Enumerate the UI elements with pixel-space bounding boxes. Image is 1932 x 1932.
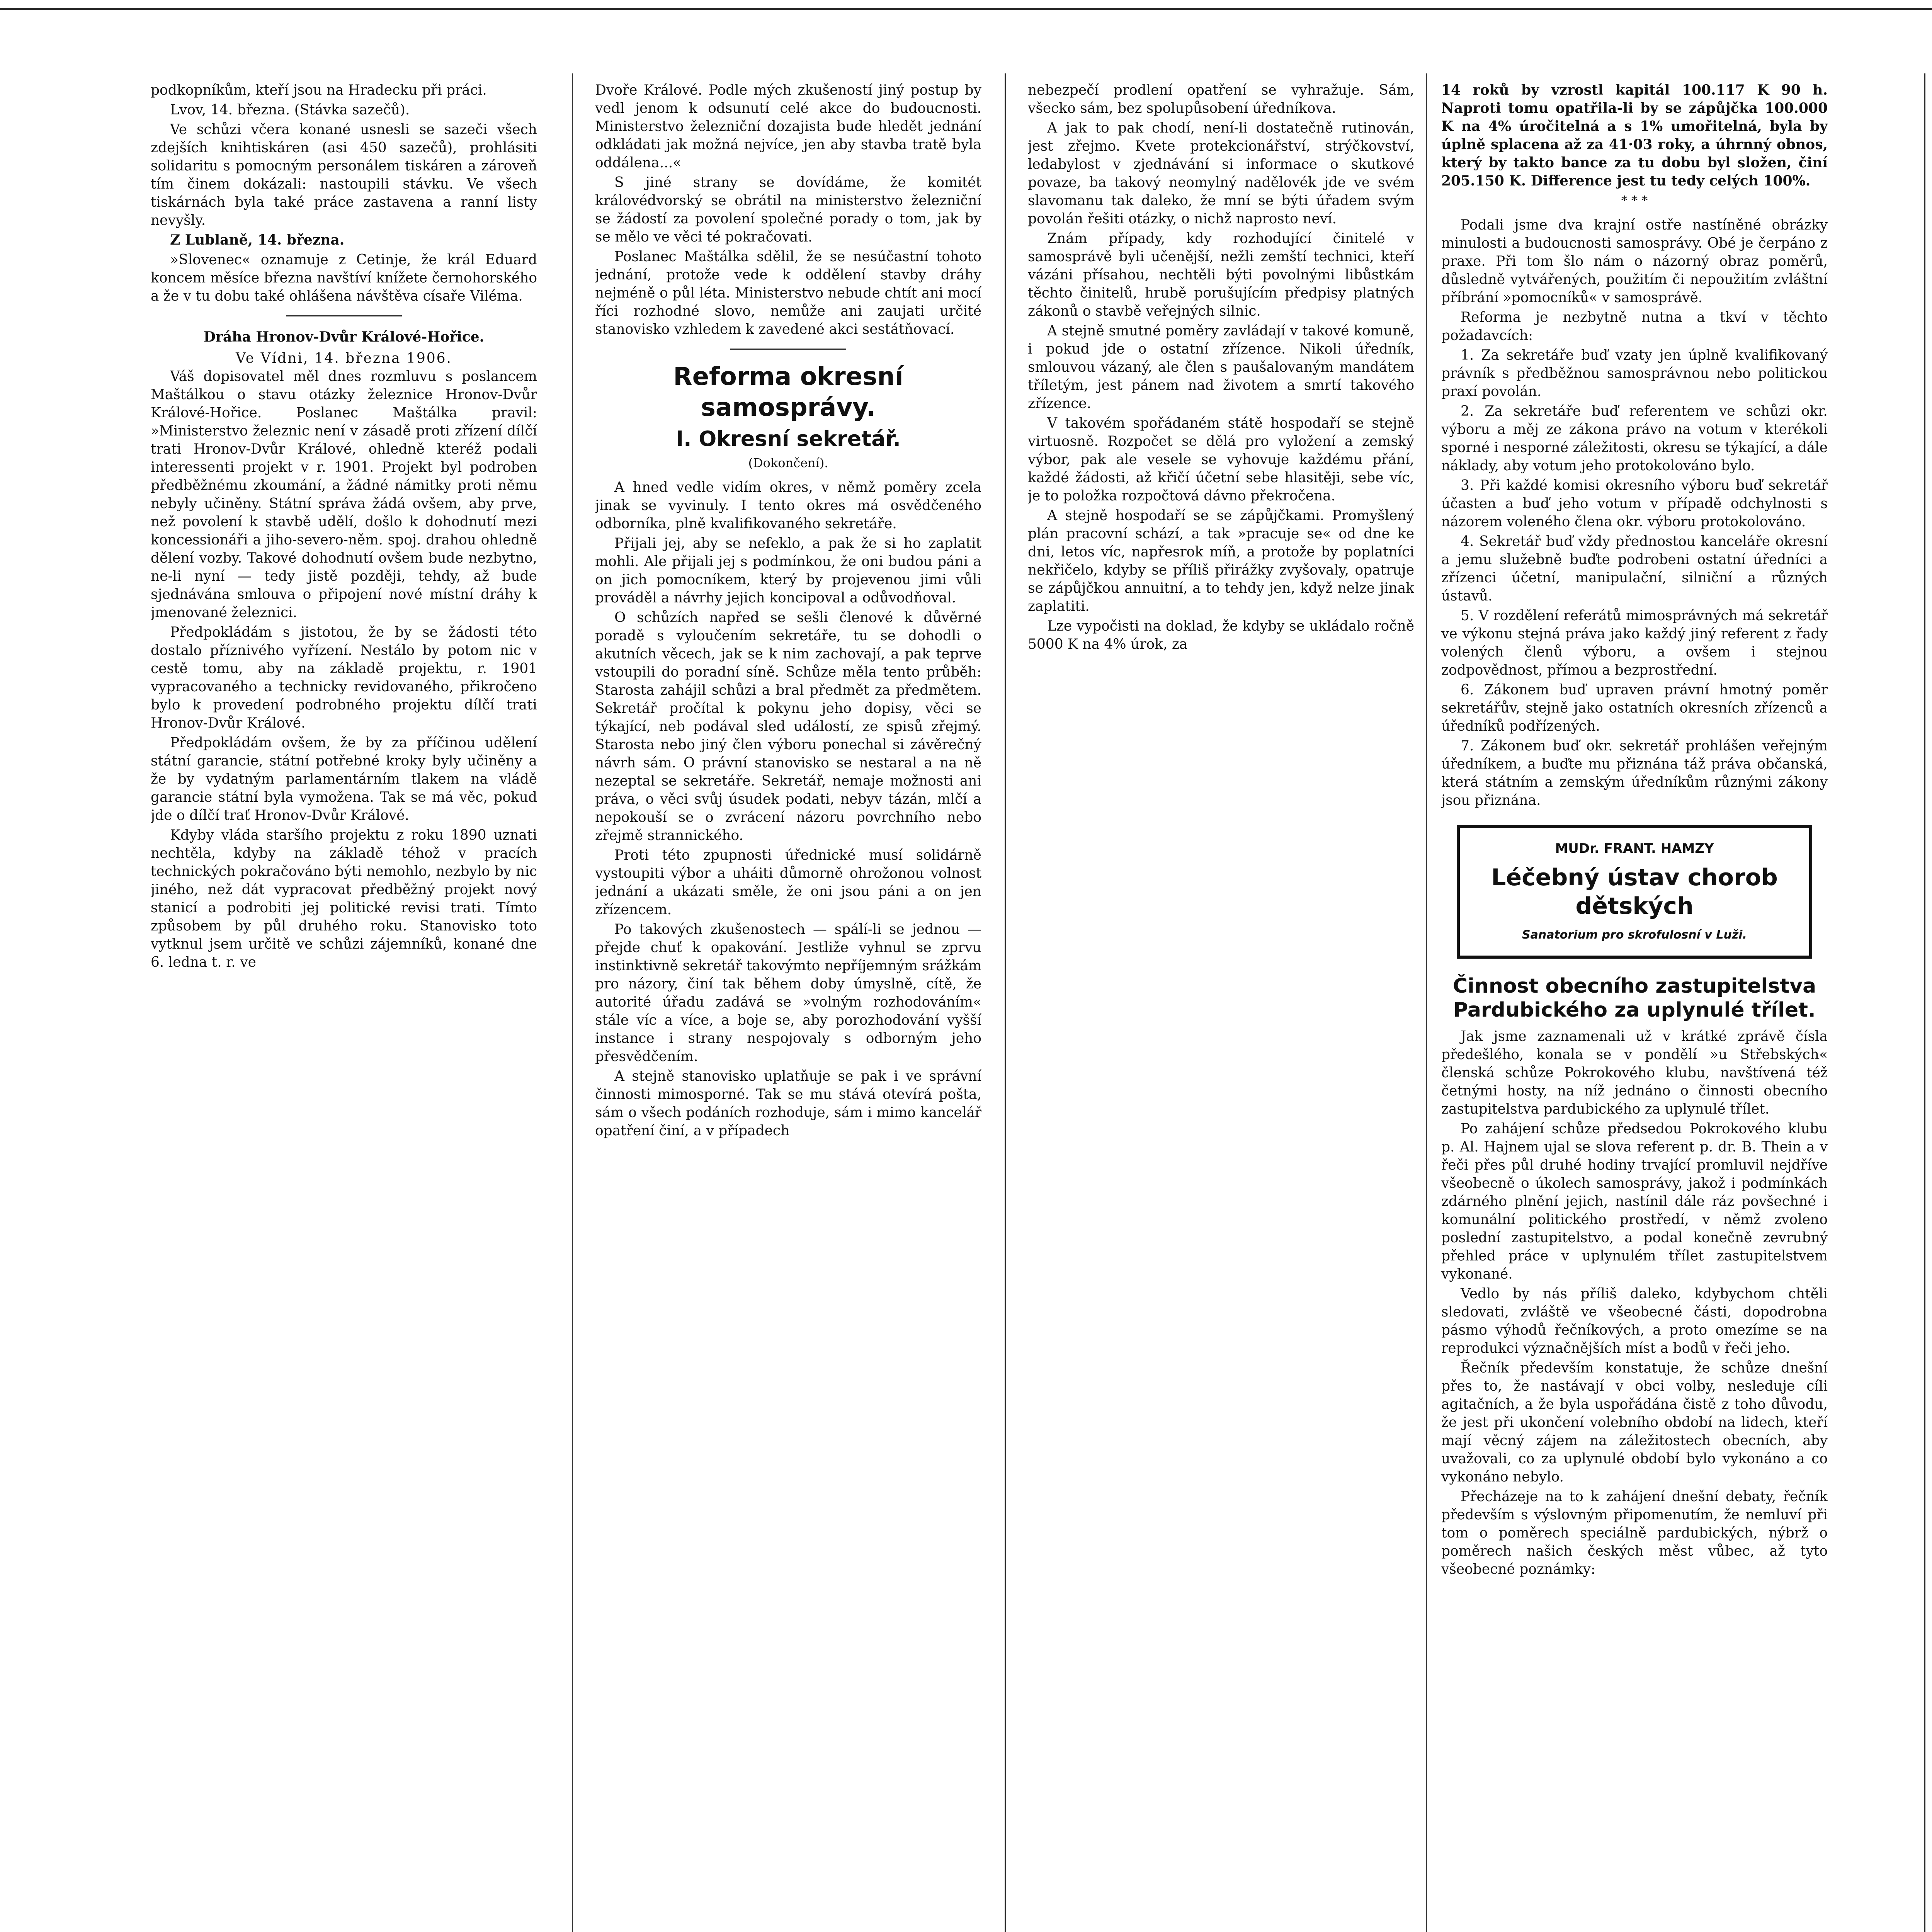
reform-paragraph-4: Proti této zpupnosti úřednické musí solidárně vystoupiti výbor a uháiti důmorně ohrožonou volnost jednání a ukázati směle, že oni jsou páni a on jen zřízencem. bbox=[595, 847, 981, 918]
reform-article-subtitle: I. Okresní sekretář. bbox=[675, 427, 901, 451]
reform-note: (Dokončení). bbox=[748, 456, 828, 470]
column-rule bbox=[572, 73, 573, 1932]
column-rule bbox=[1005, 73, 1006, 1932]
rail-paragraph-2: Předpokládám s jistotou, že by se žádosti této dostalo příznivého vyřízení. Nestálo by potom nic v cestě tomu, aby na základě projektu, r. 1901 vypracovaného a technicky revidovaného, přikročeno bylo k provedení podrobného projektu dílčí trati Hronov-Dvůr Králové. bbox=[151, 624, 537, 731]
requirement-3: 3. Při každé komisi okresního výboru buď sekretář účasten a buď jeho votum v případě odchylnosti s názorem voleného člena okr. výboru protokolováno. bbox=[1441, 478, 1828, 530]
ad-sanatorium-line: Sanatorium pro skrofulosní v Luži. bbox=[1522, 928, 1747, 942]
column-rule bbox=[1426, 73, 1427, 1932]
section-stars: * * * bbox=[1621, 193, 1648, 208]
advertisement-box bbox=[1457, 825, 1812, 959]
column-3-paragraph-2: Znám případy, kdy rozhodující činitelé v samosprávě byli učenější, nežli zemští technici, kteří vázáni přísahou, nechtěli býti povolnými libůstkám těchto činitelů, hrubě porušujícím předpisy platných zákonů o stavbě veřejných silnic. bbox=[1028, 231, 1414, 319]
rail-continuation-2: S jiné strany se dovídáme, že komitét královédvorský se obrátil na ministerstvo železniční se žádostí za povolení společné porady o tom, jak by se mělo ve věci té pokračovati. bbox=[595, 175, 981, 245]
reform-paragraph-5: Po takových zkušenostech — spálí-li se jednou — přejde chuť k opakování. Jestliže vyhnul se zprvu instinktivně sekretář takovýmto nepříjemným srážkám pro názory, činí tak během doby úmyslně, cítě, že autorité úřadu zadává se »volným rozhodováním« stále víc a více, a boje se, aby porozhodování vyšší instance i strany nespojovaly s odborným jeho přesvědčením. bbox=[595, 922, 981, 1065]
reform-paragraph-6: A stejně stanovisko uplatňuje se pak i ve správní činnosti mimosporné. Tak se mu stává otevírá pošta, sám o všech podáních rozhoduje, sám i mimo kancelář opatření činí, a v případech bbox=[595, 1068, 981, 1139]
column-2 bbox=[595, 81, 981, 1932]
requirement-1: 1. Za sekretáře buď vzaty jen úplně kvalifikovaný právník s předběžnou samosprávnou nebo politickou praxí povolán. bbox=[1441, 347, 1828, 400]
lublan-text: »Slovenec« oznamuje z Cetinje, že král Eduard koncem měsíce března navštíví knížete černohorského a že v tu dobu také ohlášena návštěva císaře Viléma. bbox=[151, 252, 537, 304]
council-paragraph-2: Po zahájení schůze předsedou Pokrokového klubu p. Al. Hajnem ujal se slova referent p. dr. B. Thein a v řeči přes půl druhé hodiny trvající promluvil nejdříve všeobecně o úkolech samosprávy, jakož i podmínkách zdárného plnění jejich, nastínil dále ráz povšechné i komunální politického prostředí, v němž zvoleno poslední zastupitelstvo, a podal konečně zevrubný přehled práce v uplynulém třílet zastupitelstvem vykonané. bbox=[1441, 1121, 1828, 1282]
council-article-title: Činnost obecního zastupitelstva Pardubického za uplynulé třílet. bbox=[1452, 975, 1816, 1022]
column-4 bbox=[1441, 81, 1828, 1932]
council-paragraph-3: Vedlo by nás příliš daleko, kdybychom chtěli sledovati, zvláště ve všeobecné části, dopodrobna pásmo výhodů řečníkových, a proto omezíme se na reprodukci význačnějších míst a bodů v řeči jeho. bbox=[1441, 1286, 1828, 1356]
lublan-dateline: Z Lublaně, 14. března. bbox=[170, 232, 345, 248]
rail-paragraph-1: Váš dopisovatel měl dnes rozmluvu s poslancem Maštálkou o stavu otázky železnice Hronov-Dvůr Králové-Hořice. Poslanec Maštálka pravil: »Ministerstvo železnic není v zásadě proti zřízení dílčí trati Hronov-Dvůr Králové, ohledně kteréž podali interessenti projekt v r. 1901. Projekt byl podroben předběžnému zkoumání, a žádné námitky proti němu nebyly učiněny. Státní správa žádá ovšem, aby prve, než povolení k stavbě udělí, došlo k dohodnutí mezi koncessionáři a jiho-severo-něm. spoj. drahou ohledně dělení vozby. Takové dohodnutí ovšem bude nezbytno, ne-li nyní — tedy jistě později, tehdy, až bude sjednávána smlouva o připojení nové místní dráhy k jmenované železnici. bbox=[151, 369, 537, 621]
reform-requirements-intro: Reforma je nezbytně nutna a tkví v těchto požadavcích: bbox=[1441, 310, 1828, 344]
reform-summary: Podali jsme dva krajní ostře nastíněné obrázky minulosti a budoucnosti samosprávy. Obé je čerpáno z praxe. Při tom šlo nám o názorný obraz poměrů, důsledně vytvářených, použitím či nepoužitím zvláštní příbrání »pomocníků« v samosprávě. bbox=[1441, 217, 1828, 306]
rail-continuation: Dvoře Králové. Podle mých zkušeností jiný postup by vedl jenom k odsunutí celé akce do budoucnosti. Ministerstvo železniční dozajista bude hledět jednání odkládati jak možná nejvíce, jen aby stavba tratě byla oddálena...« bbox=[595, 82, 981, 171]
rail-article-title: Dráha Hronov-Dvůr Králové-Hořice. bbox=[203, 329, 485, 345]
requirement-2: 2. Za sekretáře buď referentem ve schůzi okr. výboru a měj ze zákona právo na votum v kterékoli sporné i nesporné záležitosti, okresu se týkající, a dále náklady, aby votum jeho protokolováno bylo. bbox=[1441, 403, 1828, 474]
ad-doctor-name: MUDr. FRANT. HAMZY bbox=[1555, 841, 1714, 856]
council-paragraph-5: Přecházeje na to k zahájení dnešní debaty, řečník především s výslovným připomenutím, že nemluví při tom o poměrech speciálně pardubických, nýbrž o poměrech našich českých měst vůbec, až tyto všeobecné poznámky: bbox=[1441, 1489, 1828, 1577]
lvov-text: Ve schůzi včera konané usnesli se sazeči všech zdejších knihtiskáren (asi 450 sazečů), prohlásiti solidaritu s pomocným personálem tiskáren a zároveň tím činem dokázali: nastoupili stávku. Ve všech tiskárnách byla také práce zastavena a ranní listy nevyšly. bbox=[151, 122, 537, 228]
requirement-4: 4. Sekretář buď vždy přednostou kanceláře okresní a jemu služebně buďte podrobeni ostatní úředníci a zřízenci účetní, manipulační, silniční a různých ústavů. bbox=[1441, 534, 1828, 604]
rail-paragraph-4: Kdyby vláda staršího projektu z roku 1890 uznati nechtěla, kdyby na základě téhož v pracích technických pokračováno býti nemohlo, nezbylo by nic jiného, než dát vypracovat předběžný projekt nový stanicí a podrobiti jej politické revisi trati. Tímto způsobem by půl druhého roku. Stanovisko toto vytknul jsem určitě ve schůzi zájemníků, konané dne 6. ledna t. r. ve bbox=[151, 827, 537, 970]
column-3-paragraph-6: Lze vypočisti na doklad, že kdyby se ukládalo ročně 5000 K na 4% úrok, za bbox=[1028, 618, 1414, 652]
requirement-6: 6. Zákonem buď upraven právní hmotný poměr sekretářův, stejně jako ostatních okresních zřízenců a úředníků podřízených. bbox=[1441, 682, 1828, 734]
loan-continuation: 14 roků by vzrostl kapitál 100.117 K 90 h. Naproti tomu opatřila-li by se zápůjčka 100.000 K na 4% úročitelná a s 1% umořitelná, byla by úplně splacena až za 41·03 roky, a úhrnný obnos, který by takto bance za tu dobu byl složen, činí 205.150 K. Difference jest tu tedy celých 100%. bbox=[1441, 82, 1828, 189]
rail-paragraph-3: Předpokládám ovšem, že by za příčinou udělení státní garancie, státní potřebné kroky byly učiněny a že by vydatným parlamentárním tlakem na vládě garancie státní byla vymožena. Tak se má věc, pokud jde o dílčí trať Hronov-Dvůr Králové. bbox=[151, 735, 537, 823]
reform-paragraph-2: Přijali jej, aby se nefeklo, a pak že si ho zaplatit mohli. Ale přijali jej s podmínkou, že oni budou páni a on jich pomocníkem, který by projevenou jimi vůli prováděl a návrhy jejich koncipoval a odůvodňoval. bbox=[595, 536, 981, 606]
column-3-paragraph-1: A jak to pak chodí, není-li dostatečně rutinován, jest zřejmo. Kvete protekcionářství, strýčkovství, ledabylost v zjednávání si informace o skutkové povaze, ba takový neomylný nadělovék jde ve svém slavomanu tak daleko, že mní se býti úřadem svým povolán řešiti otázky, o nichž naprosto neví. bbox=[1028, 120, 1414, 227]
lvov-dateline: Lvov, 14. března. (Stávka sazečů). bbox=[170, 102, 410, 118]
rail-continuation-3: Poslanec Maštálka sdělil, že se nesúčastní tohoto jednání, protože vede k oddělení stavby dráhy nejméně o půl léta. Ministerstvo nebude chtít ani mocí říci rozhodné slovo, nemůže ani zaujati určité stanovisko vzhledem k zavedené akci sestátňovací. bbox=[595, 249, 981, 337]
requirement-5: 5. V rozdělení referátů mimosprávných má sekretář ve výkonu stejná práva jako každý jiný referent z řady volených členů výboru, a ovšem i stejnou zodpovědnost, přímou a bezprostřední. bbox=[1441, 608, 1828, 678]
top-rule bbox=[0, 8, 1932, 10]
council-paragraph-1: Jak jsme zaznamenali už v krátké zprávě čísla předešlého, konala se v pondělí »u Střebských« členská schůze Pokrokového klubu, navštívená též četnými hosty, na níž jednáno o činnosti obecního zastupitelstva pardubického za uplynulé třílet. bbox=[1441, 1029, 1828, 1117]
column-3-paragraph-3: A stejně smutné poměry zavládají v takové komuně, i pokud jde o ostatní zřízence. Nikoli úředník, smlouvou vázaný, ale člen s paušalovaným mandátem tříletým, jest pánem nad životem a smrtí takového zřízence. bbox=[1028, 323, 1414, 412]
column-1 bbox=[151, 81, 537, 1932]
rail-dateline: Ve Vídni, 14. března 1906. bbox=[236, 350, 452, 366]
reform-continuation: nebezpečí prodlení opatření se vyhražuje. Sám, všecko sám, bez spolupůsobení úředníkova. bbox=[1028, 82, 1414, 116]
reform-paragraph-3: O schůzích napřed se sešli členové k důvěrné poradě s vyloučením sekretáře, tu se dohodli o akutních věcech, jak se k nim zachovají, a pak teprve vstoupili do poradní síně. Schůze měla tento průběh: Starosta zahájil schůzi a bral předmět za předmětem. Sekretář pročítal k pokynu jeho dopisy, věci se týkající, neb podával sled událostí, ze spisů zřejmý. Starosta nebo jiný člen výboru ponechal si závěrečný návrh sám. O právní stanovisko se nestaral a na ně nezeptal se sekretáře. Sekretář, nemaje možnosti ani práva, o věci svůj úsudek podati, nebyv tázán, mlčí a nepokouší se o zvrácení názoru povrchního nebo zřejmě strannického. bbox=[595, 610, 981, 844]
column-1-intro: podkopníkům, kteří jsou na Hradecku při práci. bbox=[151, 82, 487, 98]
column-3-paragraph-4: V takovém spořádaném státě hospodaří se stejně virtuosně. Rozpočet se dělá pro vyložení a zemský výbor, pak ale vesele se vyhovuje každému přání, každé žádosti, až křičí účetní sebe hlasitěji, sebe víc, je to položka rozpočtová dávno překročena. bbox=[1028, 415, 1414, 504]
council-paragraph-4: Řečník především konstatuje, že schůze dnešní přes to, že nastávají v obci volby, nesleduje cíli agitačních, a že byla uspořádána čistě z toho důvodu, že jest při ukončení volebního období na lidech, kteří mají věcný zájem na záležitostech obecních, aby uvažovali, co za uplynulé období bylo vykonáno a co vykonáno nebylo. bbox=[1441, 1360, 1828, 1485]
requirement-7: 7. Zákonem buď okr. sekretář prohlášen veřejným úředníkem, a buďte mu přiznána táž práva občanská, která státním a zemským úředníkům různými zákony jsou přiznána. bbox=[1441, 738, 1828, 808]
ad-institute-name: Léčebný ústav chorob dětských bbox=[1491, 864, 1778, 920]
reform-article-title: Reforma okresní samosprávy. bbox=[673, 362, 903, 422]
divider bbox=[286, 315, 402, 316]
column-rule bbox=[1924, 73, 1925, 1932]
reform-paragraph-1: A hned vedle vidím okres, v němž poměry zcela jinak se vyvinuly. I tento okres má osvědčeného odborníka, plně kvalifikovaného sekretáře. bbox=[595, 480, 981, 532]
column-3-paragraph-5: A stejně hospodaří se se zápůjčkami. Promyšlený plán pracovní schází, a tak »pracuje se« od dne ke dni, letos víc, napřesrok míň, a protože by poplatníci nekřičelo, kdyby se příliš přirážky zvyšovaly, opatruje se zápůjčkou annuitní, a to tehdy jen, když nelze jinak zaplatiti. bbox=[1028, 508, 1414, 614]
column-3 bbox=[1028, 81, 1414, 1932]
divider bbox=[730, 349, 846, 350]
